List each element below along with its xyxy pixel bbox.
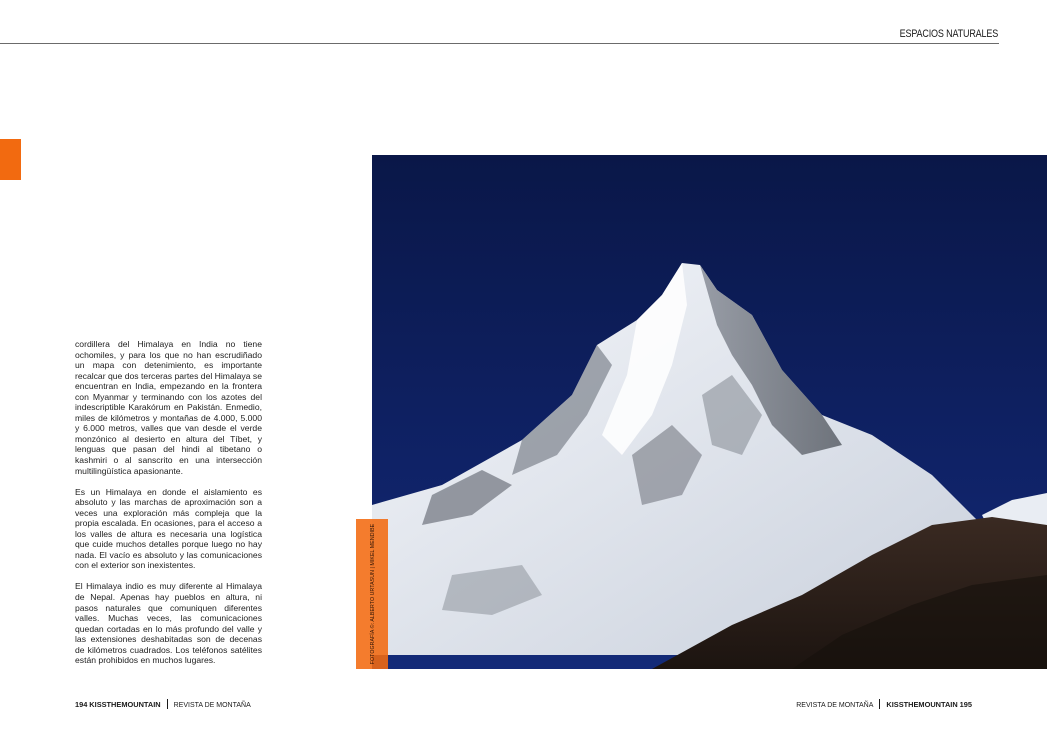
- photo-credit: FOTOGRAFÍA ©: ALBERTO URTASUN | MIKEL MENDIBE: [370, 523, 376, 665]
- article-paragraph-1: cordillera del Himalaya en India no tiene ochomiles, y para los que no han escrudiñado un mapa con detenimiento, es importante recalcar que dos terceras partes del Himalaya se encuentran en India, empezando en la frontera con Myanmar y terminando con los azotes del indescriptible Karakórum en Pakistán. Enmedio, miles de kilómetros y montañas de 4.000, 5.000 y 6.000 metros, valles que van desde el verde monzónico al desierto en altura del Tíbet, y lenguas que pasan del hindi al tibetano o kashmiri o al sanscrito en una intersección multilingüística apasionante.: [75, 339, 262, 476]
- footer-left: [75, 699, 251, 709]
- section-label: ESPACIOS NATURALES: [899, 28, 998, 40]
- article-paragraph-3: El Himalaya indio es muy diferente al Himalaya de Nepal. Apenas hay pueblos en altura, ni pasos naturales que comuniquen diferentes valles. Muchas veces, las comunicaciones quedan cortadas en lo más profundo del valle y las extensiones deshabitadas son de decenas de kilómetros cuadrados. Los teléfonos satélites están prohibidos en muchos lugares.: [75, 581, 262, 666]
- footer-divider-left: [167, 699, 168, 709]
- footer-right: [796, 699, 972, 709]
- magazine-left: REVISTA DE MONTAÑA: [173, 702, 251, 709]
- article-body: [75, 339, 262, 666]
- photo-credit-box: [356, 519, 388, 669]
- mountain-photo: [372, 155, 1047, 669]
- header-rule: [0, 43, 999, 44]
- brand-left: KISSTHEMOUNTAIN: [89, 700, 161, 709]
- brand-right: KISSTHEMOUNTAIN: [886, 700, 958, 709]
- footer-divider-right: [879, 699, 880, 709]
- magazine-right: REVISTA DE MONTAÑA: [796, 702, 874, 709]
- page-number-left: 194: [75, 700, 88, 709]
- page-tab-marker: [0, 139, 21, 180]
- article-paragraph-2: Es un Himalaya en donde el aislamiento es absoluto y las marchas de aproximación son a veces una exploración más compleja que la propia escalada. En ocasiones, para el acceso a los valles de altura es necesaria una logística que cuide muchos detalles porque luego no hay nada. El vacío es absoluto y las comunicaciones con el exterior son inexistentes.: [75, 486, 262, 571]
- mountain-illustration: [372, 155, 1047, 669]
- page-number-right: 195: [959, 700, 972, 709]
